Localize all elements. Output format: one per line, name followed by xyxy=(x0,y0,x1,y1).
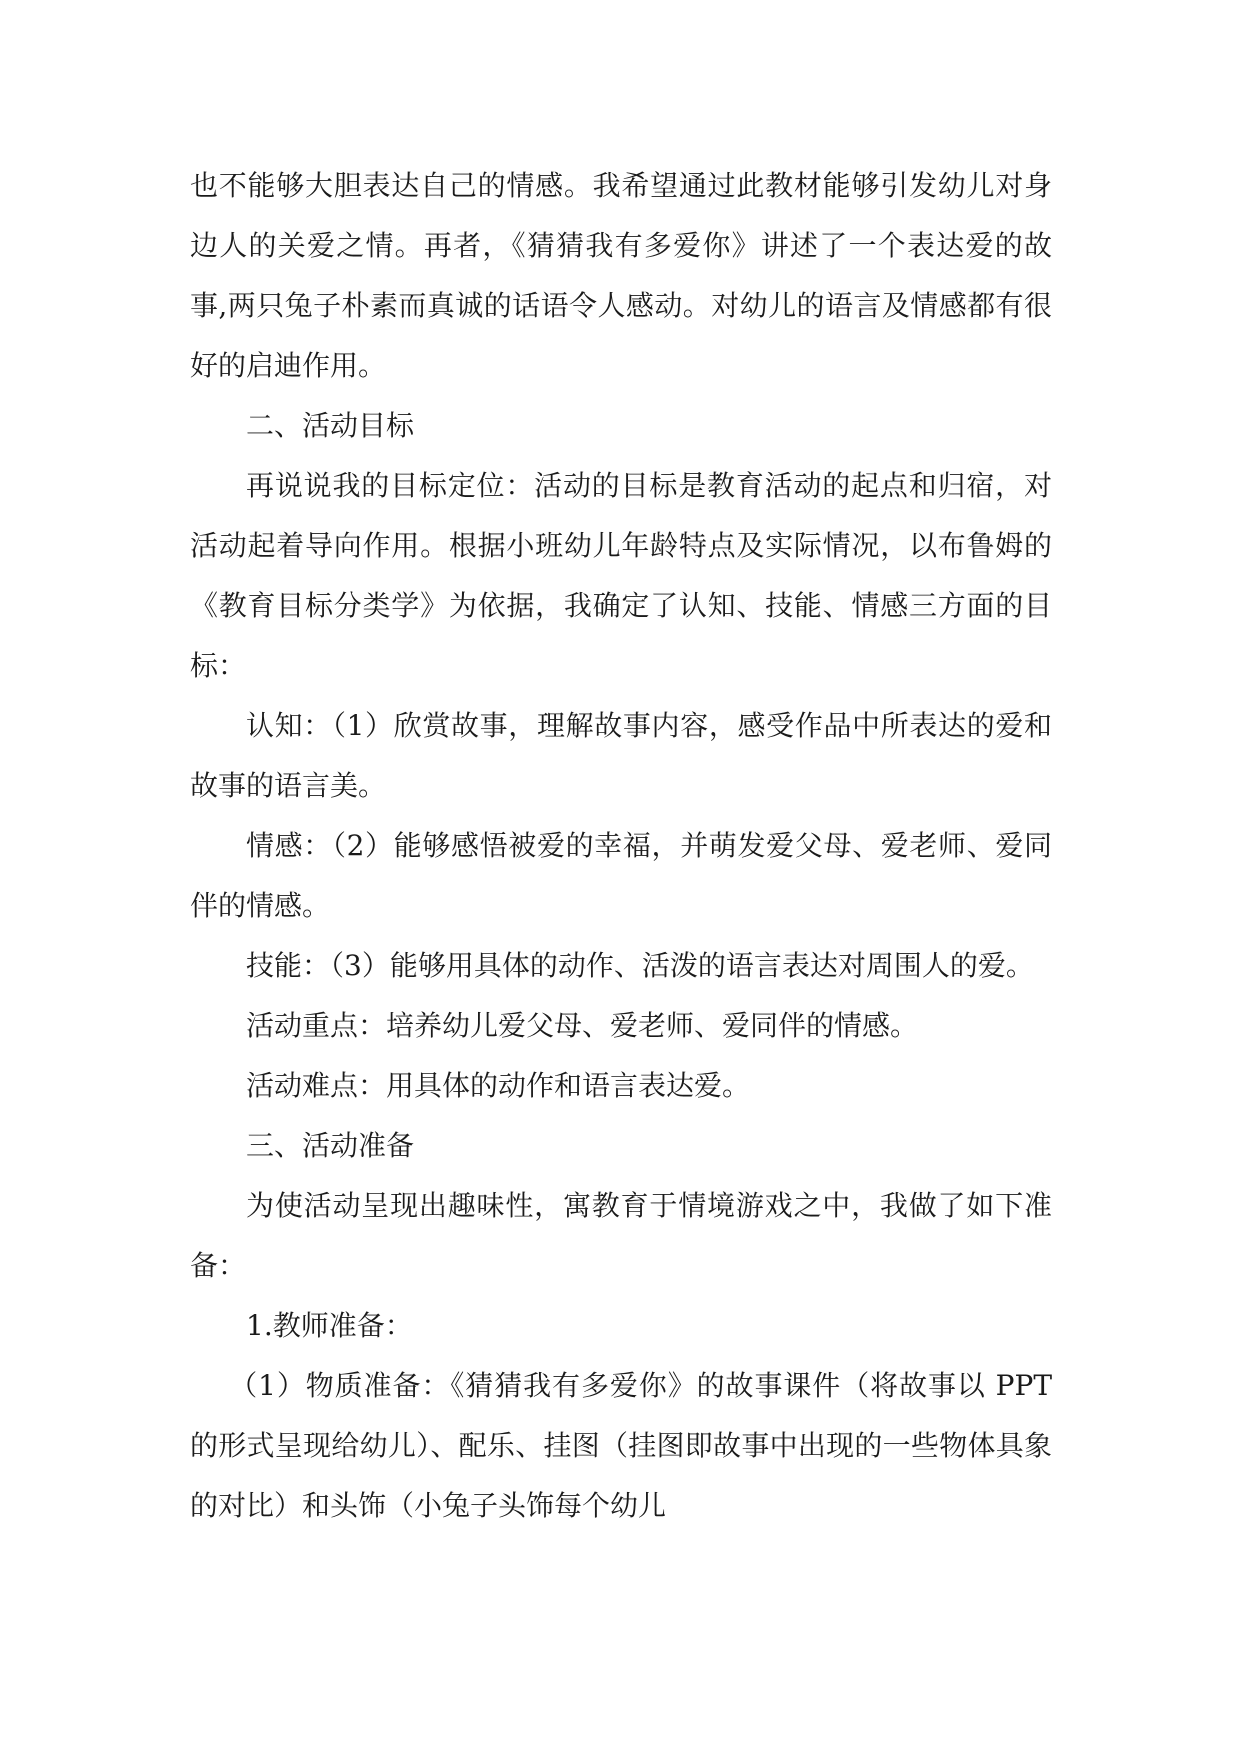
paragraph-difficult-point: 活动难点：用具体的动作和语言表达爱。 xyxy=(246,1069,751,1102)
paragraph-preparation-intro: 为使活动呈现出趣味性，寓教育于情境游戏之中，我做了如下准备： xyxy=(190,1189,1052,1282)
paragraph-goal-skill: 技能：（3）能够用具体的动作、活泼的语言表达对周围人的爱。 xyxy=(246,949,1034,982)
section-heading-activity-goals: 二、活动目标 xyxy=(246,409,415,442)
paragraph-goal-positioning: 再说说我的目标定位：活动的目标是教育活动的起点和归宿，对活动起着导向作用。根据小班幼儿年龄特点及实际情况，以布鲁姆的《教育目标分类学》为依据，我确定了认知、技能、情感三方面的目标： xyxy=(190,469,1052,682)
document-body xyxy=(190,156,1052,1536)
paragraph-goal-cognition: 认知：（1）欣赏故事，理解故事内容，感受作品中所表达的爱和故事的语言美。 xyxy=(190,709,1052,802)
paragraph-key-point: 活动重点：培养幼儿爱父母、爱老师、爱同伴的情感。 xyxy=(246,1009,919,1042)
paragraph-material-preparation: （1）物质准备：《猜猜我有多爱你》的故事课件（将故事以 PPT 的形式呈现给幼儿）、配乐、挂图（挂图即故事中出现的一些物体具象的对比）和头饰（小兔子头饰每个幼儿 xyxy=(190,1369,1052,1522)
paragraph-teacher-preparation: 1.教师准备： xyxy=(246,1309,413,1342)
paragraph-goal-emotion: 情感：（2）能够感悟被爱的幸福，并萌发爱父母、爱老师、爱同伴的情感。 xyxy=(190,829,1052,922)
section-heading-activity-preparation: 三、活动准备 xyxy=(246,1129,415,1162)
paragraph-intro-continued: 也不能够大胆表达自己的情感。我希望通过此教材能够引发幼儿对身边人的关爱之情。再者，《猜猜我有多爱你》讲述了一个表达爱的故事,两只兔子朴素而真诚的话语令人感动。对幼儿的语言及情感都有很好的启迪作用。 xyxy=(190,169,1052,382)
